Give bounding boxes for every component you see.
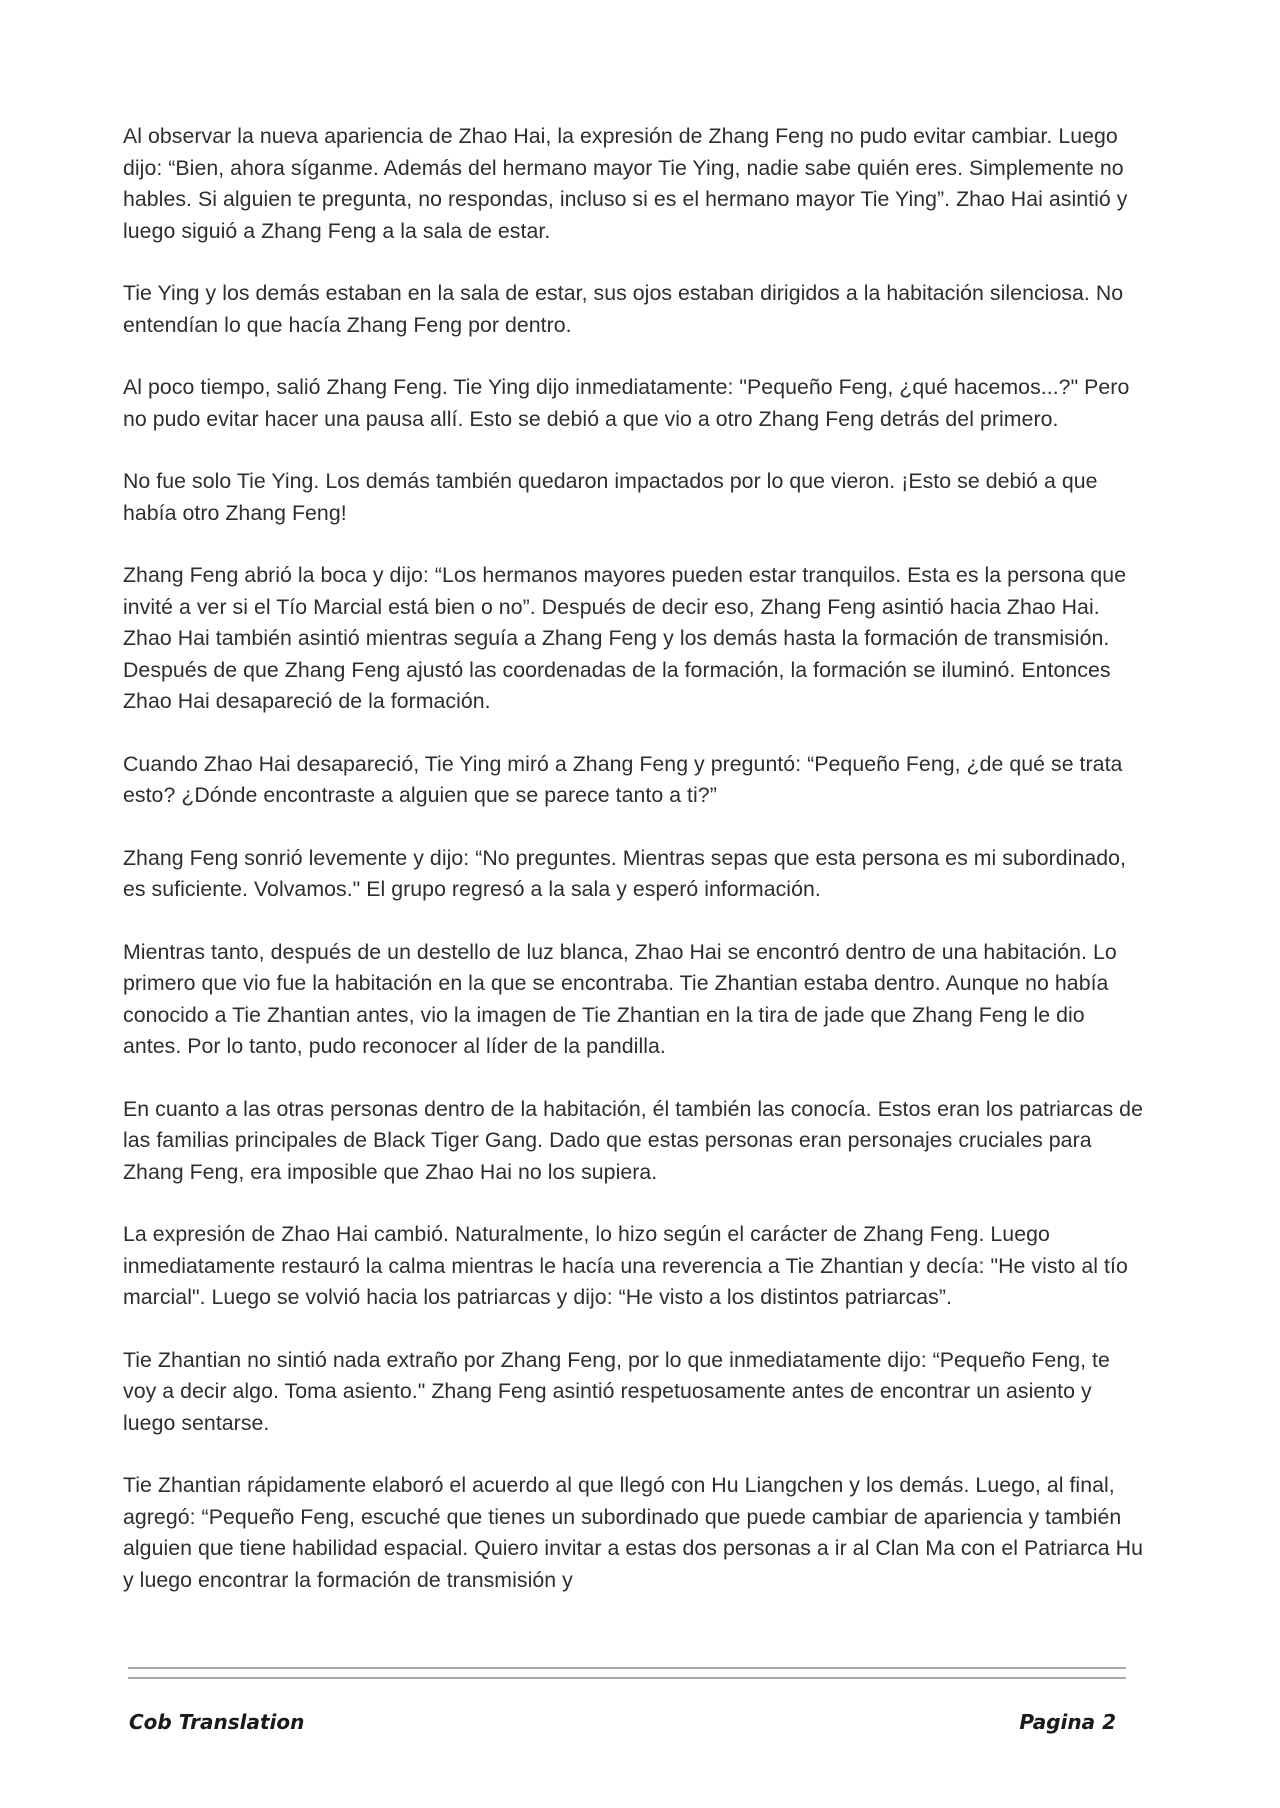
paragraph: Tie Zhantian rápidamente elaboró el acuerdo al que llegó con Hu Liangchen y los demás. Luego, al final, agregó: “Pequeño Feng, escuché que tienes un subordinado que puede cambiar de apariencia y también alguien que tiene habilidad espacial. Quiero invitar a estas dos personas a ir al Clan Ma con el Patriarca Hu y luego encontrar la formación de transmisión y (123, 1473, 1143, 1592)
paragraph: Tie Zhantian no sintió nada extraño por Zhang Feng, por lo que inmediatamente dijo: “Pequeño Feng, te voy a decir algo. Toma asiento." Zhang Feng asintió respetuosamente antes de encontrar un asiento y luego sentarse. (123, 1347, 1110, 1435)
footer-divider-top (128, 1667, 1126, 1669)
footer-translator-credit: Cob Translation (129, 1710, 305, 1734)
paragraph: Cuando Zhao Hai desapareció, Tie Ying miró a Zhang Feng y preguntó: “Pequeño Feng, ¿de qué se trata esto? ¿Dónde encontraste a alguien que se parece tanto a ti?” (123, 751, 1123, 807)
paragraph: Mientras tanto, después de un destello de luz blanca, Zhao Hai se encontró dentro de una habitación. Lo primero que vio fue la habitación en la que se encontraba. Tie Zhantian estaba dentro. Aunque no había conocido a Tie Zhantian antes, vio la imagen de Tie Zhantian en la tira de jade que Zhang Feng le dio antes. Por lo tanto, pudo reconocer al líder de la pandilla. (123, 939, 1117, 1058)
footer-page-number: Pagina 2 (1019, 1710, 1116, 1734)
document-body (123, 121, 1143, 1596)
paragraph: La expresión de Zhao Hai cambió. Naturalmente, lo hizo según el carácter de Zhang Feng. Luego inmediatamente restauró la calma mientras le hacía una reverencia a Tie Zhantian y decía: "He visto al tío marcial". Luego se volvió hacia los patriarcas y dijo: “He visto a los distintos patriarcas”. (123, 1222, 1128, 1309)
paragraph: Zhang Feng sonrió levemente y dijo: “No preguntes. Mientras sepas que esta persona es mi subordinado, es suficiente. Volvamos." El grupo regresó a la sala y esperó información. (123, 845, 1127, 901)
paragraph: Tie Ying y los demás estaban en la sala de estar, sus ojos estaban dirigidos a la habitación silenciosa. No entendían lo que hacía Zhang Feng por dentro. (123, 281, 1124, 337)
paragraph: Al poco tiempo, salió Zhang Feng. Tie Ying dijo inmediatamente: "Pequeño Feng, ¿qué hacemos...?" Pero no pudo evitar hacer una pausa allí. Esto se debió a que vio a otro Zhang Feng detrás del primero. (123, 375, 1130, 431)
footer-divider-bottom (128, 1677, 1126, 1679)
paragraph: Zhang Feng abrió la boca y dijo: “Los hermanos mayores pueden estar tranquilos. Esta es la persona que invité a ver si el Tío Marcial está bien o no”. Después de decir eso, Zhang Feng asintió hacia Zhao Hai. Zhao Hai también asintió mientras seguía a Zhang Feng y los demás hasta la formación de transmisión. Después de que Zhang Feng ajustó las coordenadas de la formación, la formación se iluminó. Entonces Zhao Hai desapareció de la formación. (123, 563, 1127, 713)
paragraph: No fue solo Tie Ying. Los demás también quedaron impactados por lo que vieron. ¡Esto se debió a que había otro Zhang Feng! (123, 469, 1098, 525)
paragraph: Al observar la nueva apariencia de Zhao Hai, la expresión de Zhang Feng no pudo evitar cambiar. Luego dijo: “Bien, ahora síganme. Además del hermano mayor Tie Ying, nadie sabe quién eres. Simplemente no hables. Si alguien te pregunta, no respondas, incluso si es el hermano mayor Tie Ying”. Zhao Hai asintió y luego siguió a Zhang Feng a la sala de estar. (123, 124, 1128, 243)
paragraph: En cuanto a las otras personas dentro de la habitación, él también las conocía. Estos eran los patriarcas de las familias principales de Black Tiger Gang. Dado que estas personas eran personajes cruciales para Zhang Feng, era imposible que Zhao Hai no los supiera. (123, 1096, 1143, 1184)
